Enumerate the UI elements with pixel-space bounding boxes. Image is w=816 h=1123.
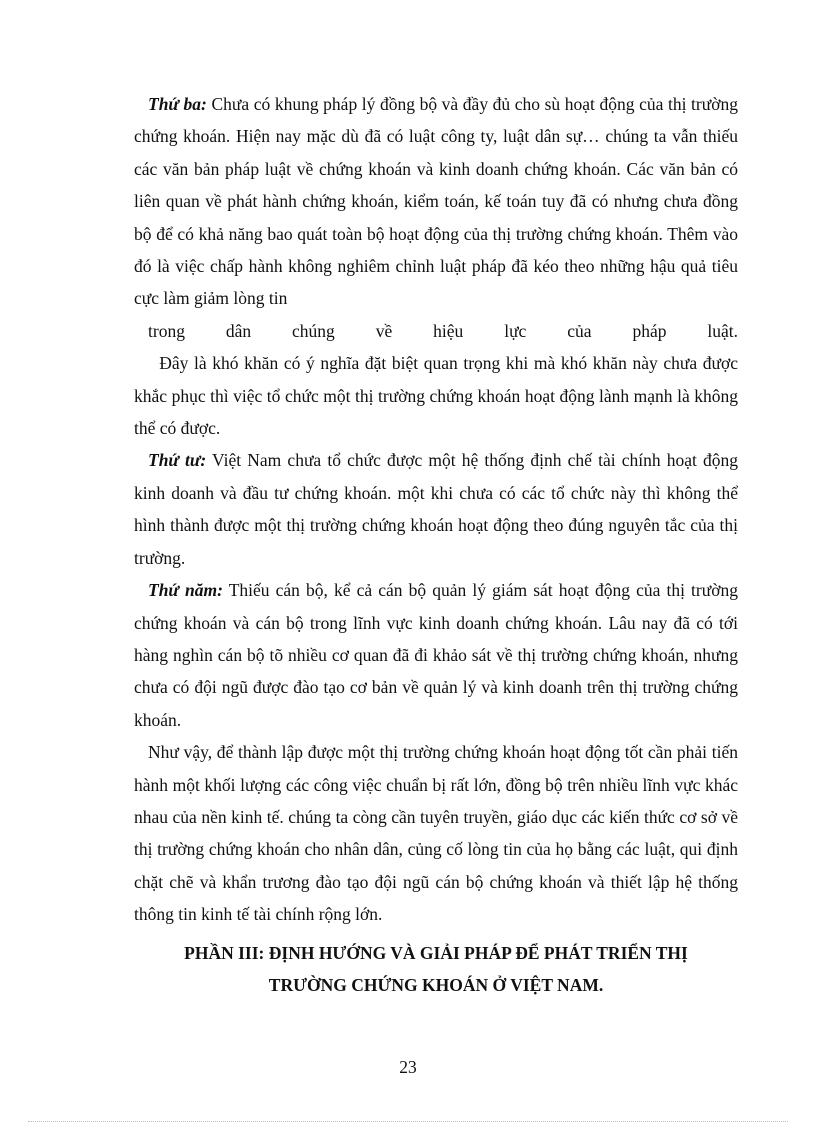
- page-content: [134, 88, 738, 1001]
- paragraph-justified-line: trong dân chúng về hiệu lực của pháp luật.: [148, 320, 738, 341]
- paragraph-lead-thu-tu: Thứ tư:: [148, 450, 207, 471]
- paragraph-thu-nam: [134, 574, 738, 736]
- paragraph-text-thu-nam: Thiếu cán bộ, kể cả cán bộ quản lý giám sát hoạt động của thị trường chứng khoán và cán bộ trong lĩnh vực kinh doanh chứng khoán. Lâu nay đã có tới hàng nghìn cán bộ tõ nhiều cơ quan đã đi khảo sát về thị trường chứng khoán, nhưng chưa có đội ngũ được đào tạo cơ bản về quản lý và kinh doanh trên thị trường chứng khoán.: [134, 580, 738, 730]
- paragraph-lead-thu-ba: Thứ ba:: [148, 94, 207, 114]
- section-title-line-2: TRƯỜNG CHỨNG KHOÁN Ở VIỆT NAM.: [268, 974, 604, 995]
- footer-divider: [28, 1121, 788, 1122]
- paragraph-text-thu-ba: Chưa có khung pháp lý đồng bộ và đầy đủ cho sù hoạt động của thị trường chứng khoán. Hiện nay mặc dù đã có luật công ty, luật dân sự… chúng ta vẫn thiếu các văn bản pháp luật về chứng khoán và kinh doanh chứng khoán. Các văn bản có liên quan về phát hành chứng khoán, kiểm toán, kế toán tuy đã có nhưng chưa đồng bộ để có khả năng bao quát toàn bộ hoạt động của thị trường chứng khoán. Thêm vào đó là việc chấp hành không nghiêm chỉnh luật pháp đã kéo theo những hậu quả tiêu cực làm giảm lòng tin: [134, 94, 738, 309]
- paragraph-conclusion: [134, 736, 738, 930]
- paragraph-text-conclusion: Như vậy, để thành lập được một thị trường chứng khoán hoạt động tốt cần phải tiến hành một khối lượng các công việc chuẩn bị rất lớn, đồng bộ trên nhiều lĩnh vực khác nhau của nền kinh tế. chúng ta còng cần tuyên truyền, giáo dục các kiến thức cơ sở về thị trường chứng khoán cho nhân dân, củng cố lòng tin của họ bằng các luật, qui định chặt chẽ và khẩn trương đào tạo đội ngũ cán bộ chứng khoán và thiết lập hệ thống thông tin kinh tế tài chính rộng lớn.: [134, 742, 738, 925]
- paragraph-continuation-text: Đây là khó khăn có ý nghĩa đặt biệt quan trọng khi mà khó khăn này chưa được khắc phục thì việc tổ chức một thị trường chứng khoán hoạt động lành mạnh là không thể có được.: [134, 353, 738, 439]
- page-number: 23: [399, 1057, 417, 1077]
- section-title: [134, 937, 738, 1002]
- paragraph-thu-tu: [134, 444, 738, 574]
- paragraph-thu-ba: [134, 88, 738, 444]
- section-title-line-1: PHẦN III: ĐỊNH HƯỚNG VÀ GIẢI PHÁP ĐỂ PHÁT TRIỂN THỊ: [184, 942, 688, 963]
- paragraph-lead-thu-nam: Thứ năm:: [148, 580, 223, 601]
- paragraph-text-thu-tu: Việt Nam chưa tổ chức được một hệ thống định chế tài chính hoạt động kinh doanh và đầu tư chứng khoán. một khi chưa có các tổ chức này thì không thể hình thành được một thị trường chứng khoán hoạt động theo đúng nguyên tắc của thị trường.: [134, 450, 739, 568]
- paragraph-continuation: [134, 347, 738, 444]
